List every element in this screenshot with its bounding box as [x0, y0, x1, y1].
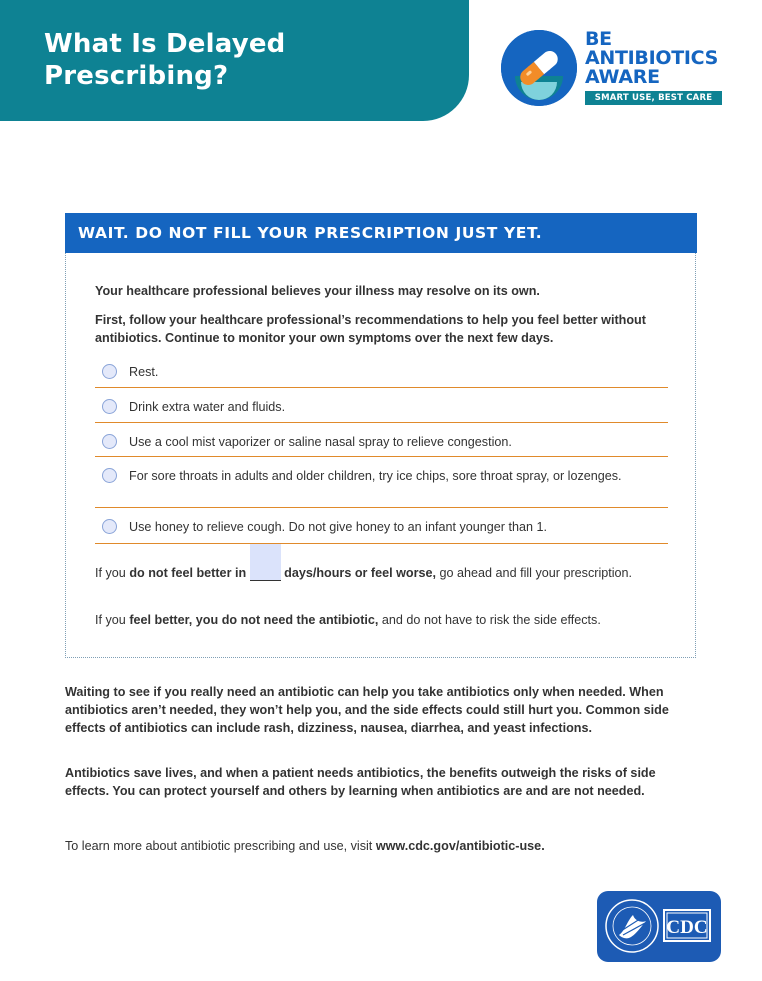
learn-more-text [65, 837, 697, 855]
days-blank-field[interactable] [250, 544, 281, 581]
condition-1-pre: If you [95, 566, 130, 580]
checklist-radio[interactable] [102, 434, 117, 449]
checklist-radio[interactable] [102, 399, 117, 414]
instruction-box-title: WAIT. DO NOT FILL YOUR PRESCRIPTION JUST YET. [78, 224, 543, 242]
checklist-item [95, 457, 668, 508]
checklist-radio[interactable] [102, 364, 117, 379]
checklist-item [95, 361, 668, 388]
instruction-box-header [65, 213, 697, 253]
condition-1-bold-2: days/hours or feel worse, [280, 566, 437, 580]
intro-text-1: Your healthcare professional believes your illness may resolve on its own. [95, 284, 540, 298]
checklist-item [95, 423, 668, 457]
pill-capsule-icon [501, 30, 577, 106]
checklist-item-label: Use a cool mist vaporizer or saline nasal spray to relieve congestion. [129, 435, 512, 449]
intro-text-2: First, follow your healthcare professional’s recommendations to help you feel better without antibiotics. Continue to monitor your own symptoms over the next few days. [95, 313, 646, 345]
learn-more-pre: To learn more about antibiotic prescribing and use, visit [65, 839, 376, 853]
cdc-logo [597, 891, 721, 962]
learn-more-post: . [541, 839, 545, 853]
logo-wordmark [585, 30, 718, 87]
checklist-item-label: Use honey to relieve cough. Do not give honey to an infant younger than 1. [129, 520, 547, 534]
body-paragraph-2: Antibiotics save lives, and when a patient needs antibiotics, the benefits outweigh the risks of side effects. You can protect yourself and others by learning when antibiotics are and are not needed. [65, 766, 656, 798]
cdc-wordmark: CDC [666, 917, 708, 938]
hhs-eagle-seal-icon [597, 891, 721, 962]
condition-1-bold-1: do not feel better in [129, 566, 247, 580]
condition-1-post: go ahead and fill your prescription. [436, 566, 633, 580]
condition-2-bold: feel better, you do not need the antibiotic, [129, 613, 379, 627]
logo-tagline: SMART USE, BEST CARE [585, 91, 722, 105]
condition-2-pre: If you [95, 613, 130, 627]
be-antibiotics-aware-logo [501, 30, 723, 108]
logo-line-be: BE [585, 28, 612, 50]
checklist-item-label: For sore throats in adults and older children, try ice chips, sore throat spray, or lozenges. [129, 469, 622, 483]
condition-2-post: and do not have to risk the side effects. [378, 613, 601, 627]
checklist-item [95, 508, 668, 544]
condition-feel-better [95, 611, 675, 629]
checklist-item-label: Rest. [129, 365, 159, 379]
body-paragraph-1: Waiting to see if you really need an antibiotic can help you take antibiotics only when needed. When antibiotics aren’t needed, they won’t help you, and the side effects could still hurt you. Common side effects of antibiotics can include rash, dizziness, nausea, diarrhea, and yeast infections. [65, 685, 669, 735]
checklist-radio[interactable] [102, 468, 117, 483]
checklist-item-label: Drink extra water and fluids. [129, 400, 286, 414]
self-care-checklist [95, 361, 668, 544]
logo-line-aware: AWARE [585, 66, 660, 88]
checklist-item [95, 388, 668, 423]
cdc-link[interactable]: www.cdc.gov/antibiotic-use [375, 839, 542, 853]
condition-fill-prescription [95, 564, 675, 582]
page-title: What Is Delayed Prescribing? [44, 29, 286, 91]
checklist-radio[interactable] [102, 519, 117, 534]
logo-line-antibiotics: ANTIBIOTICS [585, 47, 719, 69]
